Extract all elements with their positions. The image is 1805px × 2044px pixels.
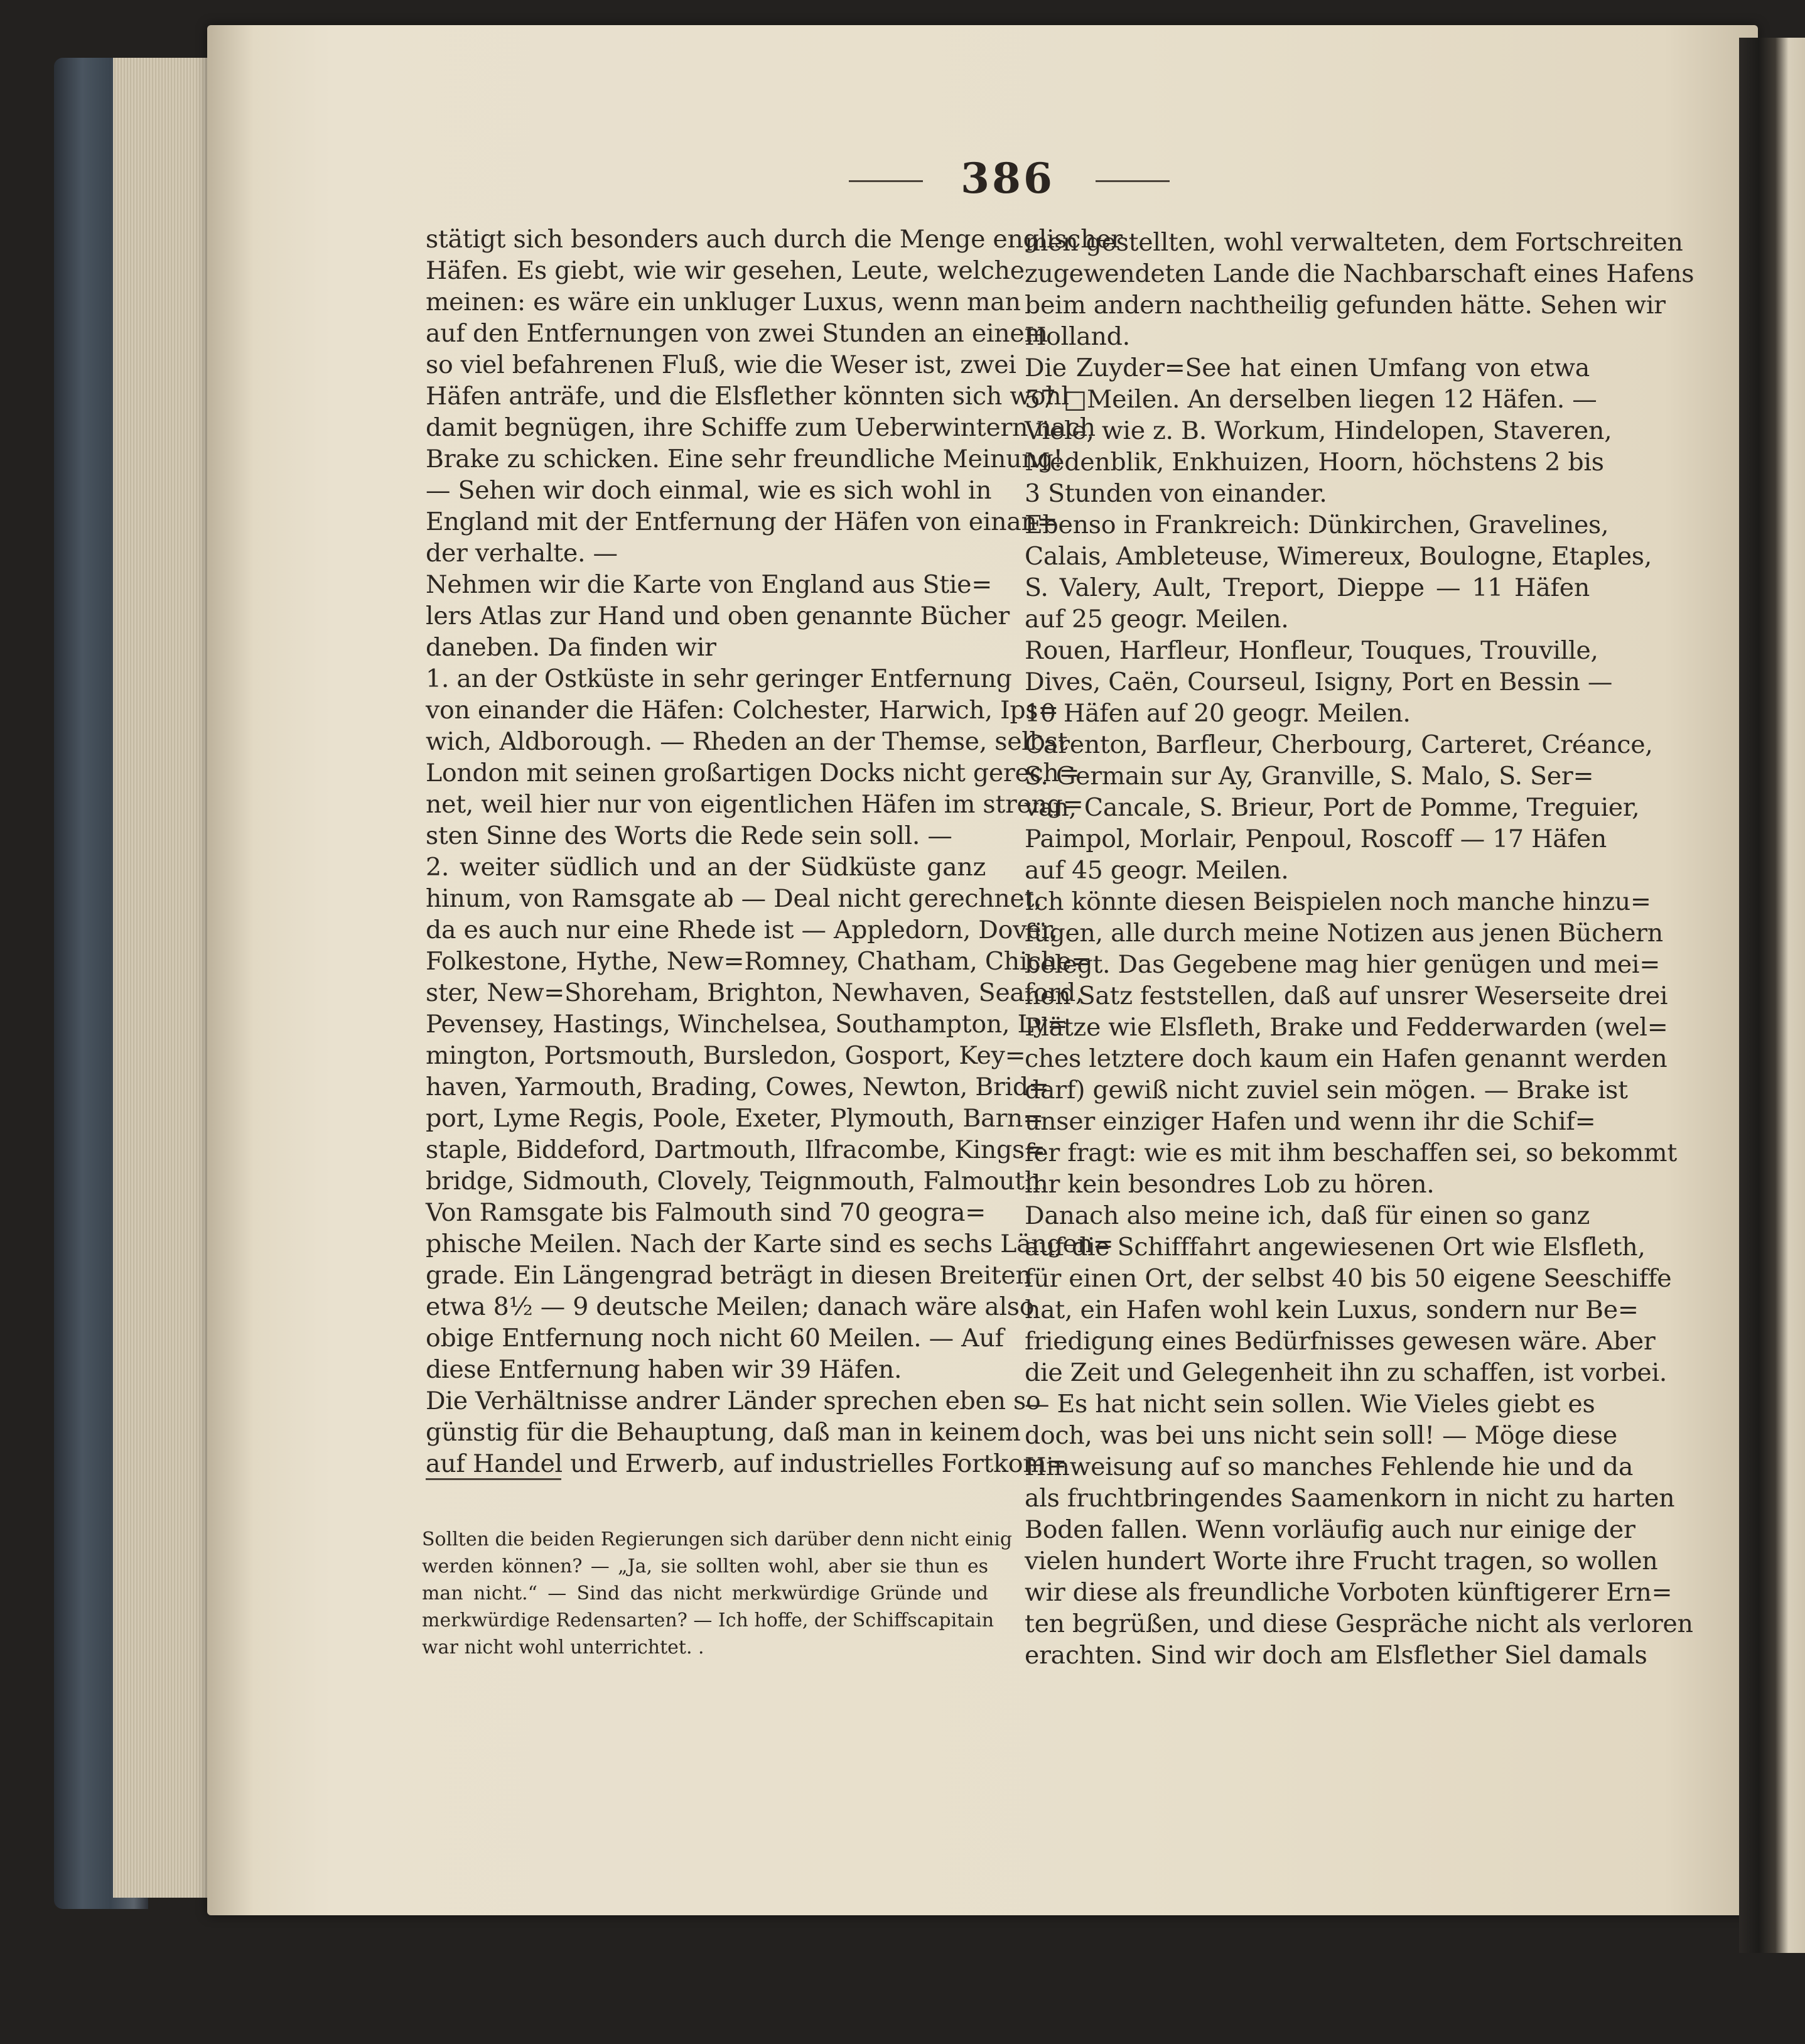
left-column-line: so viel befahrenen Fluß, wie die Weser ist, zwei xyxy=(426,350,1016,379)
left-column-line: — Sehen wir doch einmal, wie es sich wohl in xyxy=(426,476,992,505)
right-column-line: hat, ein Hafen wohl kein Luxus, sondern nur Be= xyxy=(1025,1295,1639,1324)
right-column-line: vielen hundert Worte ihre Frucht tragen, so wollen xyxy=(1025,1547,1658,1576)
left-column-line: stätigt sich besonders auch durch die Menge englischer xyxy=(426,225,1123,254)
page-number: 386 xyxy=(961,154,1055,203)
right-column-line: friedigung eines Bedürfnisses gewesen wäre. Aber xyxy=(1025,1327,1656,1356)
right-column-line: zugewendeten Lande die Nachbarschaft eines Hafens xyxy=(1025,259,1695,288)
left-column-line: haven, Yarmouth, Brading, Cowes, Newton, Brid= xyxy=(426,1073,1049,1101)
right-column-line: Plätze wie Elsfleth, Brake und Fedderwarden (wel= xyxy=(1025,1013,1668,1042)
right-column-line: Rouen, Harfleur, Honfleur, Touques, Trouville, xyxy=(1025,636,1598,665)
header-rule-left xyxy=(849,180,923,182)
right-text-column xyxy=(1025,227,1695,1671)
right-column-line: 10 Häfen auf 20 geogr. Meilen. xyxy=(1025,699,1411,728)
right-column-line: Die Zuyder=See hat einen Umfang von etwa xyxy=(1025,354,1590,382)
footnote xyxy=(422,1526,1013,1661)
right-column-line: Ich könnte diesen Beispielen noch manche hinzu= xyxy=(1025,887,1651,916)
left-column-line: Häfen. Es giebt, wie wir gesehen, Leute, welche xyxy=(426,256,1025,285)
right-column-line: auf die Schifffahrt angewiesenen Ort wie Elsfleth, xyxy=(1025,1233,1646,1262)
left-column-line: London mit seinen großartigen Docks nicht gerech= xyxy=(426,759,1080,787)
footnote-line: Sollten die beiden Regierungen sich darüber denn nicht einig xyxy=(422,1528,1013,1550)
facing-page-gutter xyxy=(1739,38,1805,1953)
header-rule-right xyxy=(1096,180,1170,182)
right-column-line: als fruchtbringendes Saamenkorn in nicht zu harten xyxy=(1025,1484,1675,1513)
left-column-line: Folkestone, Hythe, New=Romney, Chatham, Chiche= xyxy=(426,947,1092,976)
right-column-line: unser einziger Hafen und wenn ihr die Schif= xyxy=(1025,1107,1596,1136)
left-column-line: England mit der Entfernung der Häfen von einan= xyxy=(426,507,1058,536)
left-column-line: 2. weiter südlich und an der Südküste ganz xyxy=(426,853,986,882)
right-column-line: Danach also meine ich, daß für einen so ganz xyxy=(1025,1201,1590,1230)
right-column-line: Ebenso in Frankreich: Dünkirchen, Gravelines, xyxy=(1025,511,1609,539)
left-column-line: wich, Aldborough. — Rheden an der Themse, selbst xyxy=(426,727,1068,756)
left-column-line: 1. an der Ostküste in sehr geringer Entfernung xyxy=(426,664,1012,693)
right-column-line: die Zeit und Gelegenheit ihn zu schaffen, ist vorbei. xyxy=(1025,1358,1668,1387)
right-column-line: Boden fallen. Wenn vorläufig auch nur einige der xyxy=(1025,1515,1635,1544)
right-column-line: darf) gewiß nicht zuviel sein mögen. — Brake ist xyxy=(1025,1076,1628,1105)
right-column-line: Holland. xyxy=(1025,322,1130,351)
left-column-line: staple, Biddeford, Dartmouth, Ilfracombe, Kings= xyxy=(426,1135,1045,1164)
right-column-line: doch, was bei uns nicht sein soll! — Möge diese xyxy=(1025,1421,1617,1450)
right-column-line: wir diese als freundliche Vorboten künftigerer Ern= xyxy=(1025,1578,1673,1607)
left-column-line: mington, Portsmouth, Bursledon, Gosport, Key= xyxy=(426,1041,1026,1070)
footnote-rule xyxy=(426,1478,561,1480)
left-column-line: Nehmen wir die Karte von England aus Stie= xyxy=(426,570,993,599)
right-column-line: nen Satz feststellen, daß auf unsrer Weserseite drei xyxy=(1025,981,1668,1010)
left-column-line: phische Meilen. Nach der Karte sind es sechs Längen= xyxy=(426,1230,1114,1258)
right-column-line: — Es hat nicht sein sollen. Wie Vieles giebt es xyxy=(1025,1390,1595,1419)
right-column-line: erachten. Sind wir doch am Elsflether Siel damals xyxy=(1025,1641,1647,1670)
right-column-line: auf 45 geogr. Meilen. xyxy=(1025,856,1289,885)
left-column-line: sten Sinne des Worts die Rede sein soll. — xyxy=(426,821,952,850)
right-column-line: Viele, wie z. B. Workum, Hindelopen, Staveren, xyxy=(1025,416,1612,445)
left-column-line: grade. Ein Längengrad beträgt in diesen Breiten xyxy=(426,1261,1032,1290)
left-column-line: hinum, von Ramsgate ab — Deal nicht gerechnet, xyxy=(426,884,1042,913)
left-column-line: Von Ramsgate bis Falmouth sind 70 geogra= xyxy=(426,1198,986,1227)
left-column-line: net, weil hier nur von eigentlichen Häfen im streng= xyxy=(426,790,1084,819)
left-column-line: Brake zu schicken. Eine sehr freundliche Meinung! xyxy=(426,445,1063,473)
right-column-line: S. Germain sur Ay, Granville, S. Malo, S. Ser= xyxy=(1025,762,1594,791)
right-column-line: belegt. Das Gegebene mag hier genügen und mei= xyxy=(1025,950,1661,979)
left-column-line: etwa 8½ — 9 deutsche Meilen; danach wäre also xyxy=(426,1292,1035,1321)
left-column-line: diese Entfernung haben wir 39 Häfen. xyxy=(426,1355,902,1384)
right-column-line: ten begrüßen, und diese Gespräche nicht als verloren xyxy=(1025,1609,1693,1638)
left-column-line: bridge, Sidmouth, Clovely, Teignmouth, Falmouth. xyxy=(426,1167,1048,1196)
left-column-line: meinen: es wäre ein unkluger Luxus, wenn man xyxy=(426,288,1021,316)
right-column-line: fer fragt: wie es mit ihm beschaffen sei, so bekommt xyxy=(1025,1138,1677,1167)
left-column-line: auf Handel und Erwerb, auf industrielles Fortkom= xyxy=(426,1449,1067,1478)
left-column-line: port, Lyme Regis, Poole, Exeter, Plymouth, Barn= xyxy=(426,1104,1043,1133)
left-column-line: Pevensey, Hastings, Winchelsea, Southampton, Ly= xyxy=(426,1010,1068,1039)
right-column-line: 57 □Meilen. An derselben liegen 12 Häfen. — xyxy=(1025,385,1597,414)
right-column-line: Dives, Caën, Courseul, Isigny, Port en Bessin — xyxy=(1025,668,1613,696)
left-column-line: daneben. Da finden wir xyxy=(426,633,716,662)
right-column-line: men gestellten, wohl verwalteten, dem Fortschreiten xyxy=(1025,228,1683,257)
right-column-line: für einen Ort, der selbst 40 bis 50 eigene Seeschiffe xyxy=(1025,1264,1672,1293)
right-column-line: fügen, alle durch meine Notizen aus jenen Büchern xyxy=(1025,919,1663,948)
right-column-line: van, Cancale, S. Brieur, Port de Pomme, Treguier, xyxy=(1025,793,1640,822)
left-column-line: Die Verhältnisse andrer Länder sprechen eben so xyxy=(426,1387,1041,1415)
left-column-line: damit begnügen, ihre Schiffe zum Ueberwintern nach xyxy=(426,413,1096,442)
footnote-line: war nicht wohl unterrichtet. . xyxy=(422,1636,704,1658)
footnote-line: werden können? — „Ja, sie sollten wohl, aber sie thun es xyxy=(422,1555,988,1577)
left-column-line: da es auch nur eine Rhede ist — Appledorn, Dover, xyxy=(426,916,1058,944)
footnote-line: merkwürdige Redensarten? — Ich hoffe, der Schiffscapitain xyxy=(422,1609,994,1631)
left-column-line: Häfen anträfe, und die Elsflether könnten sich wohl xyxy=(426,382,1069,411)
right-column-line: beim andern nachtheilig gefunden hätte. Sehen wir xyxy=(1025,291,1666,320)
right-column-line: Paimpol, Morlair, Penpoul, Roscoff — 17 Häfen xyxy=(1025,825,1607,853)
right-column-line: Medenblik, Enkhuizen, Hoorn, höchstens 2 bis xyxy=(1025,448,1604,477)
left-column-line: günstig für die Behauptung, daß man in keinem xyxy=(426,1418,1021,1447)
right-column-line: ihr kein besondres Lob zu hören. xyxy=(1025,1170,1435,1199)
footnote-line: man nicht.“ — Sind das nicht merkwürdige Gründe und xyxy=(422,1582,988,1604)
right-column-line: Calais, Ambleteuse, Wimereux, Boulogne, Etaples, xyxy=(1025,542,1652,571)
left-column-line: ster, New=Shoreham, Brighton, Newhaven, Seaford, xyxy=(426,978,1084,1007)
right-column-line: Hinweisung auf so manches Fehlende hie und da xyxy=(1025,1452,1634,1481)
left-column-line: von einander die Häfen: Colchester, Harwich, Ips= xyxy=(426,696,1059,725)
right-column-line: auf 25 geogr. Meilen. xyxy=(1025,605,1289,634)
right-column-line: 3 Stunden von einander. xyxy=(1025,479,1327,508)
right-column-line: ches letztere doch kaum ein Hafen genannt werden xyxy=(1025,1044,1668,1073)
right-column-line: S. Valery, Ault, Treport, Dieppe — 11 Häfen xyxy=(1025,573,1590,602)
left-column-line: der verhalte. — xyxy=(426,539,618,568)
left-column-line: lers Atlas zur Hand und oben genannte Bücher xyxy=(426,602,1010,630)
right-column-line: Carenton, Barfleur, Cherbourg, Carteret, Créance, xyxy=(1025,730,1653,759)
left-column-line: auf den Entfernungen von zwei Stunden an einem xyxy=(426,319,1048,348)
left-column-line: obige Entfernung noch nicht 60 Meilen. — Auf xyxy=(426,1324,1004,1353)
